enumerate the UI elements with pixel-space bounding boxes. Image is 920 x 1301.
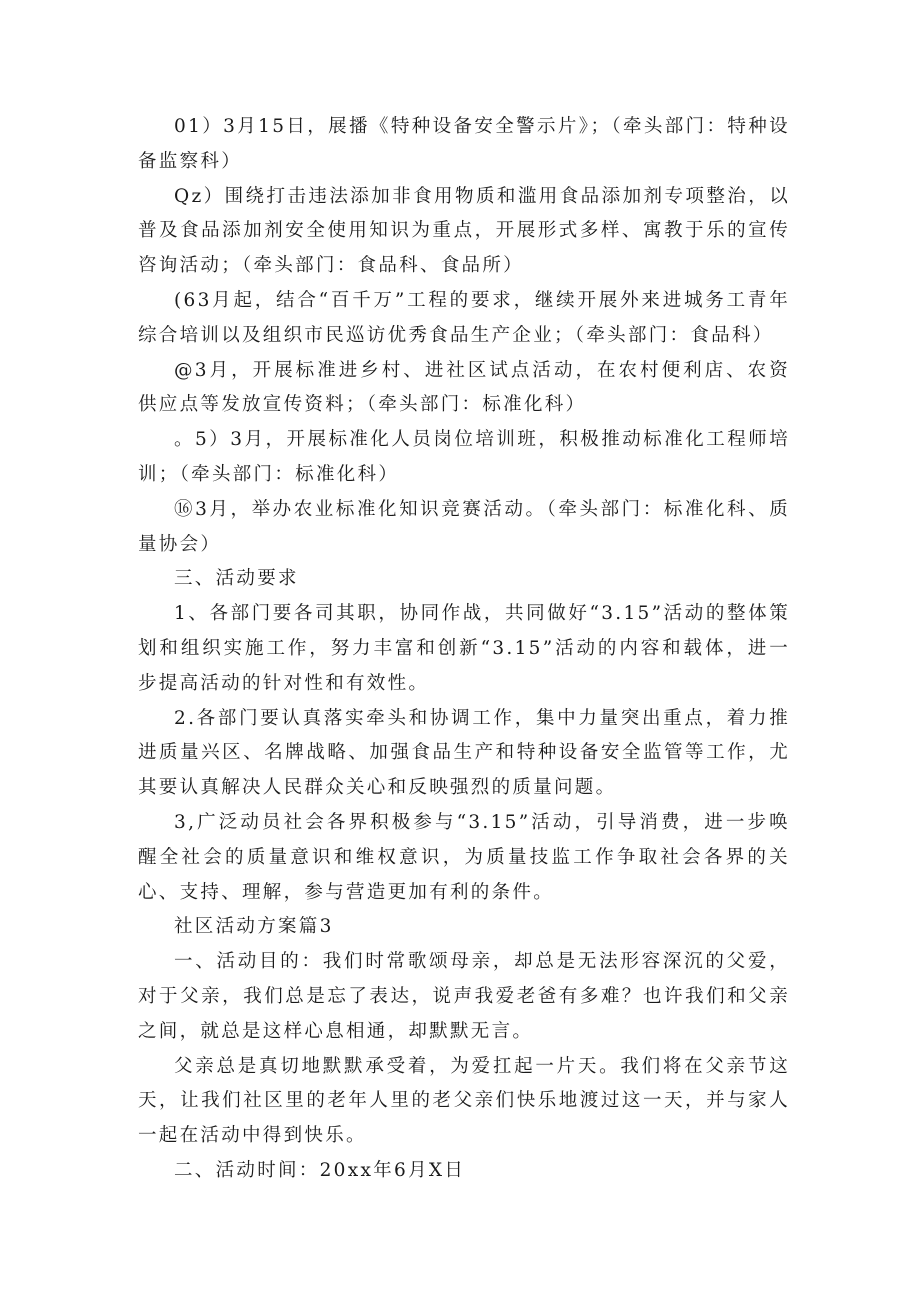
requirement-2: 2.各部门要认真落实牵头和协调工作，集中力量突出重点，着力推进质量兴区、名牌战略、加强食品生产和特种设备安全监管等工作，尤其要认真解决人民群众关心和反映强烈的质量问题。: [138, 707, 790, 799]
item-standardization-training: 。5）3月，开展标准化人员岗位培训班，积极推动标准化工程师培训；（牵头部门：标准化科）: [138, 429, 790, 485]
activity-time: 二、活动时间：20xx年6月X日: [174, 1159, 466, 1181]
plan-title: 社区活动方案篇3: [174, 916, 334, 938]
requirement-1: 1、各部门要各司其职，协同作战，共同做好“3.15”活动的整体策划和组织实施工作，努力丰富和创新“3.15”活动的内容和载体，进一步提高活动的针对性和有效性。: [138, 603, 790, 694]
item-food-additive-campaign: Qz）围绕打击违法添加非食用物质和滥用食品添加剂专项整治，以普及食品添加剂安全使用知识为重点，开展形式多样、寓教于乐的宣传咨询活动；（牵头部门：食品科、食品所）: [138, 185, 790, 277]
activity-purpose: 一、活动目的：我们时常歌颂母亲，却总是无法形容深沉的父爱，对于父亲，我们总是忘了表达，说声我爱老爸有多难？也许我们和父亲之间，就总是这样心息相通，却默默无言。: [138, 951, 790, 1042]
activity-description: 父亲总是真切地默默承受着，为爱扛起一片天。我们将在父亲节这天，让我们社区里的老年人里的老父亲们快乐地渡过这一天，并与家人一起在活动中得到快乐。: [138, 1055, 790, 1147]
item-standards-to-villages: @3月，开展标准进乡村、进社区试点活动，在农村便利店、农资供应点等发放宣传资料；（牵头部门：标准化科）: [138, 359, 790, 416]
item-worker-training: (63月起，结合“百千万”工程的要求，继续开展外来进城务工青年综合培训以及组织市民巡访优秀食品生产企业；（牵头部门：食品科）: [138, 289, 790, 346]
item-agriculture-contest: ⑯3月，举办农业标准化知识竞赛活动。（牵头部门：标准化科、质量协会）: [138, 498, 790, 555]
item-special-equipment-film: 01）3月15日，展播《特种设备安全警示片》；（牵头部门：特种设备监察科）: [138, 116, 790, 172]
document-body: [138, 110, 790, 1189]
section-heading-requirements: 三、活动要求: [174, 568, 299, 590]
requirement-3: 3,广泛动员社会各界积极参与“3.15”活动，引导消费，进一步唤醒全社会的质量意识和维权意识，为质量技监工作争取社会各界的关心、支持、理解，参与营造更加有利的条件。: [138, 811, 790, 903]
